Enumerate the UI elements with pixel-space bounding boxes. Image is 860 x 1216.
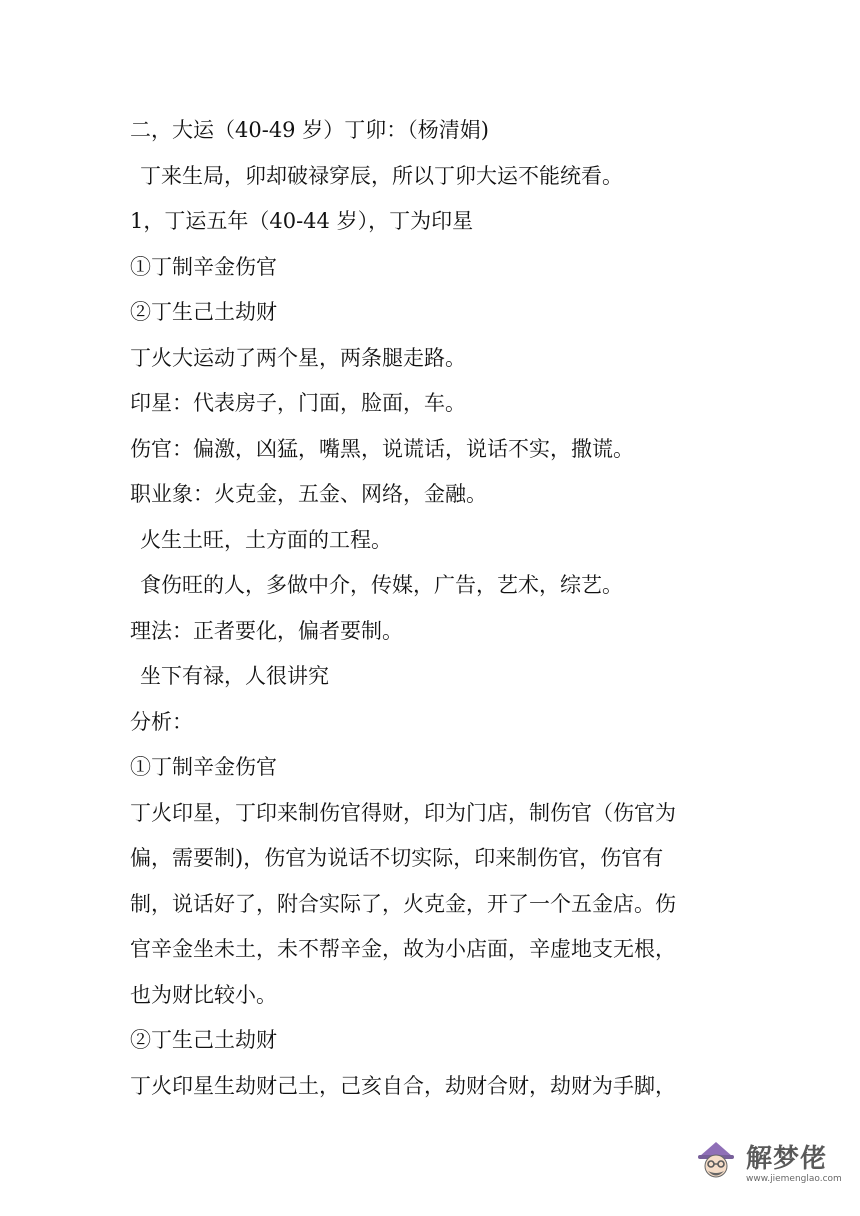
watermark bbox=[692, 1130, 842, 1202]
watermark-name: 解梦佬 bbox=[746, 1144, 828, 1174]
text-line: 印星：代表房子，门面，脸面，车。 bbox=[130, 391, 466, 415]
text-line-heading: 二，大运（40-49 岁）丁卯：（杨清娟) bbox=[130, 118, 489, 142]
text-line: ②丁生己土劫财 bbox=[130, 300, 277, 324]
text-line: 丁火印星生劫财己土，己亥自合，劫财合财，劫财为手脚， bbox=[130, 1073, 676, 1098]
text-line: 理法：正者要化，偏者要制。 bbox=[130, 618, 403, 643]
text-line: 官辛金坐未土，未不帮辛金，故为小店面，辛虚地支无根， bbox=[130, 937, 676, 961]
document-body bbox=[130, 108, 750, 1109]
text-line: 食伤旺的人，多做中介，传媒，广告，艺术，综艺。 bbox=[140, 573, 623, 597]
text-line-subheading: 1，丁运五年（40-44 岁），丁为印星 bbox=[130, 209, 474, 233]
text-line: 坐下有禄，人很讲究 bbox=[140, 664, 329, 688]
text-line: ②丁生己土劫财 bbox=[130, 1028, 277, 1052]
watermark-url: www.jiemenglao.com bbox=[746, 1174, 842, 1184]
text-line: 偏，需要制)，伤官为说话不切实际，印来制伤官，伤官有 bbox=[130, 846, 664, 870]
text-line: 火生土旺，土方面的工程。 bbox=[140, 527, 392, 552]
text-line: ①丁制辛金伤官 bbox=[130, 254, 277, 279]
text-line: 丁火大运动了两个星，两条腿走路。 bbox=[130, 345, 466, 370]
text-line: 丁火印星，丁印来制伤官得财，印为门店，制伤官（伤官为 bbox=[130, 800, 676, 825]
text-line: 伤官：偏激，凶猛，嘴黑，说谎话，说话不实，撒谎。 bbox=[130, 436, 634, 461]
text-line: 制，说话好了，附合实际了，火克金，开了一个五金店。伤 bbox=[130, 891, 676, 916]
fortune-teller-logo-icon bbox=[692, 1136, 740, 1184]
text-line: 职业象：火克金，五金、网络，金融。 bbox=[130, 482, 487, 506]
text-line: 分析： bbox=[130, 709, 193, 734]
text-line: 丁来生局，卯却破禄穿辰，所以丁卯大运不能统看。 bbox=[140, 163, 623, 188]
text-line: ①丁制辛金伤官 bbox=[130, 755, 277, 779]
text-line: 也为财比较小。 bbox=[130, 982, 277, 1007]
